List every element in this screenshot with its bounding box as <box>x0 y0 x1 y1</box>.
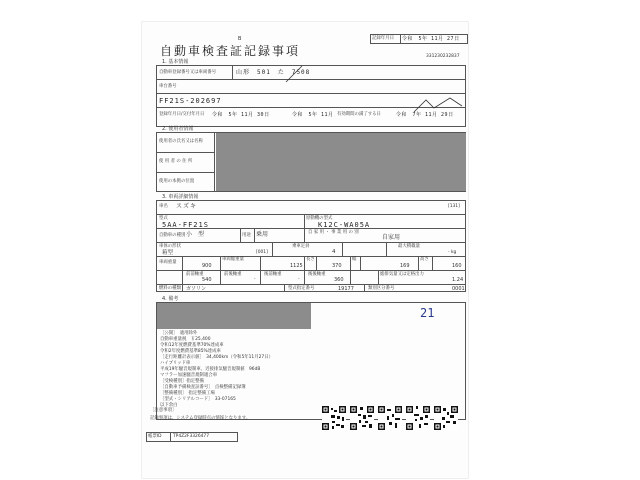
maker-label: 車名 <box>159 204 168 209</box>
front-rear-value: - <box>254 277 256 282</box>
capacity-label: 乗車定員 <box>292 244 310 249</box>
remark-line: 令和12年度燃費基準70%達成車 <box>160 343 224 348</box>
model-value: 5AA-FF21S <box>162 221 209 229</box>
private-value: 自家用 <box>382 234 401 241</box>
remark-line: ［整備種別］ 指定整備工場 <box>160 391 215 396</box>
use-value: 乗用 <box>256 231 269 238</box>
height-label: 高さ <box>420 257 429 262</box>
remark-line: ［公開］ 適用除外 <box>160 331 198 336</box>
reg-number-value: 山形 501 た 7508 <box>236 69 311 76</box>
length-value: 370 <box>332 263 342 269</box>
model-label: 型式 <box>159 216 168 221</box>
rear-front-value: - <box>298 277 300 282</box>
category-label: 類別区分番号 <box>368 286 395 291</box>
remark-line: ［走行距離計表示値］ 34,400km（令和5年11月27日） <box>160 355 273 360</box>
width-value: 169 <box>400 263 410 269</box>
remark-line: 自動車重量税 ￥25,400 <box>160 337 211 342</box>
redacted-user-info <box>216 133 466 191</box>
weight-value: 900 <box>202 263 212 269</box>
remark-line: ［自動車予備検査証番号］ 点検整備記録簿 <box>160 385 246 390</box>
front-rear-label: 前後軸重 <box>224 272 242 277</box>
form-code: B <box>238 36 242 42</box>
gross-label: 車両総重量 <box>222 257 244 262</box>
max-load-value: - kg <box>448 250 457 255</box>
body-value: 箱型 <box>162 250 174 256</box>
use-label: 用途 <box>242 233 251 238</box>
section4-heading: 4. 備考 <box>162 296 179 302</box>
section1-heading: 1. 基本情報 <box>162 59 189 65</box>
print-date-value: 令和 5年 11月 27日 <box>402 36 460 42</box>
front-axle-value: 540 <box>202 277 212 283</box>
date-first-value: 令和 5年 11月 30日 <box>212 112 270 118</box>
body-code: [001] <box>256 250 268 255</box>
remark-line: マフラー加速騒音規制適合車 <box>160 373 218 378</box>
maker-value: スズキ <box>176 203 198 210</box>
date-first-label: 登録年月日/交付年月日 <box>159 112 205 117</box>
engine-value: K12C-WA05A <box>318 221 371 229</box>
handwritten-number: 21 <box>420 306 435 320</box>
fuel-label: 燃料の種類 <box>159 286 181 291</box>
rear-front-label: 後前軸重 <box>264 272 282 277</box>
private-label: 自 家 用 ・ 事 業 用 の 別 <box>308 230 359 235</box>
handwritten-scribble <box>412 94 468 118</box>
category-value: 0001 <box>452 286 465 292</box>
max-load-label: 最大積載量 <box>398 244 420 249</box>
qr-code-icon <box>434 406 458 430</box>
remark-line: ［型式・シリアルコード］ 33-07165 <box>160 397 236 402</box>
car-type-value: 小 型 <box>186 231 205 238</box>
base-location-label: 使用の本拠の位置 <box>159 179 195 184</box>
expiry-label: 有効期間の満了する日 <box>337 112 381 117</box>
document-number: 331230232837 <box>426 54 460 59</box>
gross-value: 1125 <box>290 263 303 269</box>
car-type-label: 自動車の種別 <box>159 233 186 238</box>
remark-line: ハイブリッド車 <box>160 361 191 366</box>
print-date-label: 記録年月日 <box>372 36 394 41</box>
id-label: 帳票ID <box>148 434 162 439</box>
chassis-value: FF21S-202697 <box>159 97 222 105</box>
maker-code: [131] <box>448 204 460 209</box>
height-value: 160 <box>452 263 462 269</box>
chassis-label: 車台番号 <box>159 84 177 89</box>
document-title: 自動車検査証記録事項 <box>160 44 301 58</box>
remarks-list <box>160 331 273 409</box>
qr-code-icon <box>350 406 374 430</box>
user-address-label: 使 用 者 の 住 所 <box>159 159 193 164</box>
remark-line: 平成19年騒音規制車、近接排気騒音規制値 96dB <box>160 367 261 372</box>
reg-number-label: 自動車登録番号又は車両番号 <box>159 70 217 75</box>
remark-line: 令和2年度燃費基準85%達成車 <box>160 349 221 354</box>
engine-label: 原動機の型式 <box>306 216 333 221</box>
remark-line: ［受検種別］指定整備 <box>160 379 204 384</box>
notice-label: ［注意事項］ <box>150 408 177 413</box>
front-axle-label: 前前軸重 <box>186 272 204 277</box>
fuel-value: ガソリン <box>186 286 207 292</box>
body-label: 車体の形状 <box>159 244 181 249</box>
qr-code-icon <box>322 406 346 430</box>
displacement-label: 総排気量又は定格出力 <box>380 272 424 277</box>
rear-rear-value: 360 <box>334 277 344 283</box>
capacity-value: 4 <box>332 249 336 255</box>
user-name-label: 使用者の氏名又は名称 <box>159 139 203 144</box>
qr-code-icon <box>406 406 430 430</box>
displacement-value: 1.24 <box>452 277 464 283</box>
length-label: 長さ <box>306 257 315 262</box>
document-page <box>142 22 468 478</box>
section3-heading: 3. 車両詳細情報 <box>162 194 199 200</box>
type-approval-label: 型式指定番号 <box>288 286 315 291</box>
redacted-remarks <box>157 303 311 329</box>
section2-heading: 2. 使用者情報 <box>162 126 194 132</box>
id-value: TP4Z2F3326477 <box>173 434 210 439</box>
first-reg-value: 令和 5年 11月 <box>292 112 334 118</box>
width-label: 幅 <box>352 257 357 262</box>
remark-line: 以下余白 <box>160 403 178 408</box>
weight-label: 車両重量 <box>159 260 177 265</box>
qr-code-icon <box>378 406 402 430</box>
handwritten-stroke <box>282 64 306 84</box>
rear-rear-label: 後後軸重 <box>308 272 326 277</box>
expiry-value: 令和 7年 11月 29日 <box>396 112 454 118</box>
notice-text: 記録事項は、システム登録時点の情報となります。 <box>150 416 251 421</box>
type-approval-value: 19177 <box>338 286 354 292</box>
